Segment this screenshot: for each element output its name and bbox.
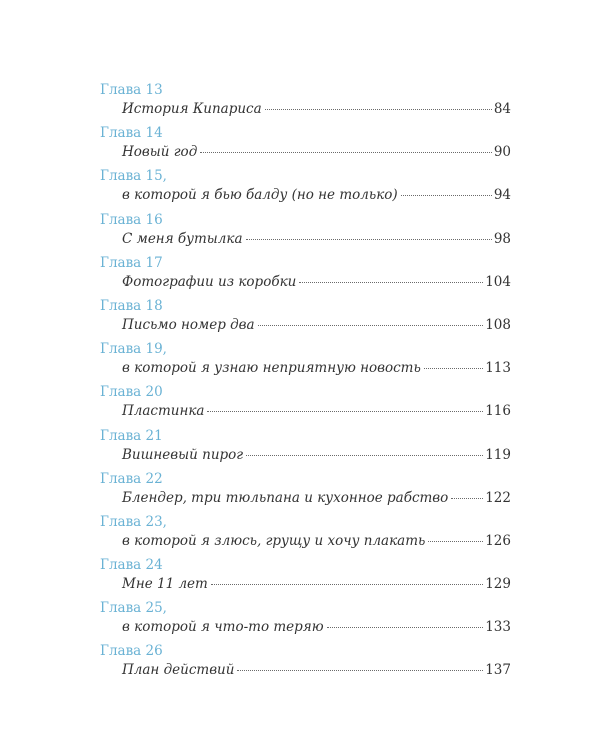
dot-leader	[265, 109, 492, 110]
chapter-label: Глава 21	[100, 427, 163, 444]
toc-row	[100, 229, 511, 249]
dot-leader	[451, 498, 483, 499]
dot-leader	[200, 152, 492, 153]
page-number: 119	[485, 446, 511, 463]
toc-row	[100, 272, 511, 292]
toc-row	[100, 315, 511, 335]
toc-entry	[100, 125, 511, 168]
page-number: 122	[485, 489, 511, 506]
toc-row	[100, 488, 511, 508]
chapter-title: Мне 11 лет	[122, 576, 208, 593]
toc-row	[100, 185, 511, 205]
toc-row	[100, 445, 511, 465]
dot-leader	[258, 325, 484, 326]
page-number: 98	[493, 230, 511, 247]
page-number: 84	[493, 101, 511, 117]
chapter-title: Пластинка	[122, 403, 205, 420]
toc-entry	[100, 82, 511, 125]
toc-row	[100, 660, 511, 680]
chapter-title: Письмо номер два	[122, 316, 255, 333]
chapter-label: Глава 24	[100, 557, 163, 574]
page-number: 137	[485, 662, 511, 679]
chapter-title: План действий	[122, 662, 235, 679]
toc-entry	[100, 600, 511, 643]
toc-row	[100, 358, 511, 378]
toc-entry	[100, 212, 511, 255]
chapter-title: в которой я злюсь, грущу и хочу плакать	[122, 532, 426, 549]
chapter-label: Глава 22	[100, 470, 163, 487]
chapter-title: Вишневый пирог	[122, 446, 244, 463]
toc-entry	[100, 168, 511, 211]
toc-row	[100, 401, 511, 421]
dot-leader	[207, 411, 483, 412]
table-of-contents	[100, 82, 511, 687]
page-number: 94	[493, 187, 511, 204]
toc-row	[100, 574, 511, 594]
page-number: 133	[485, 619, 511, 636]
chapter-title: в которой я бью балду (но не только)	[122, 187, 398, 204]
toc-entry	[100, 514, 511, 557]
toc-entry	[100, 384, 511, 427]
dot-leader	[401, 195, 492, 196]
chapter-label: Глава 26	[100, 643, 163, 660]
chapter-title: Новый год	[122, 144, 198, 161]
toc-row	[100, 617, 511, 637]
page-number: 108	[485, 316, 511, 333]
dot-leader	[327, 627, 484, 628]
toc-entry	[100, 428, 511, 471]
page-number: 129	[485, 576, 511, 593]
chapter-label: Глава 13	[100, 82, 163, 98]
page-number: 104	[485, 273, 511, 290]
toc-entry	[100, 341, 511, 384]
toc-entry	[100, 643, 511, 686]
toc-entry	[100, 471, 511, 514]
chapter-label: Глава 16	[100, 211, 163, 228]
page-number: 116	[485, 403, 511, 420]
dot-leader	[299, 282, 483, 283]
chapter-label: Глава 23,	[100, 513, 167, 530]
dot-leader	[424, 368, 483, 369]
chapter-label: Глава 18	[100, 297, 163, 314]
chapter-title: Фотографии из коробки	[122, 273, 297, 290]
page-number: 90	[493, 144, 511, 161]
dot-leader	[211, 584, 483, 585]
toc-entry	[100, 298, 511, 341]
toc-row	[100, 531, 511, 551]
toc-row	[100, 99, 511, 119]
dot-leader	[246, 239, 492, 240]
chapter-label: Глава 14	[100, 125, 163, 142]
dot-leader	[237, 670, 483, 671]
chapter-label: Глава 19,	[100, 341, 167, 358]
page-number: 113	[485, 360, 511, 377]
chapter-label: Глава 15,	[100, 168, 167, 185]
chapter-title: в которой я что-то теряю	[122, 619, 324, 636]
chapter-label: Глава 25,	[100, 600, 167, 617]
toc-entry	[100, 255, 511, 298]
toc-entry	[100, 557, 511, 600]
chapter-title: Блендер, три тюльпана и кухонное рабство	[122, 489, 449, 506]
chapter-label: Глава 17	[100, 254, 163, 271]
chapter-title: в которой я узнаю неприятную новость	[122, 360, 421, 377]
chapter-title: История Кипариса	[122, 101, 262, 117]
dot-leader	[428, 541, 483, 542]
page-number: 126	[485, 532, 511, 549]
chapter-title: С меня бутылка	[122, 230, 243, 247]
chapter-label: Глава 20	[100, 384, 163, 401]
dot-leader	[246, 455, 483, 456]
toc-row	[100, 142, 511, 162]
